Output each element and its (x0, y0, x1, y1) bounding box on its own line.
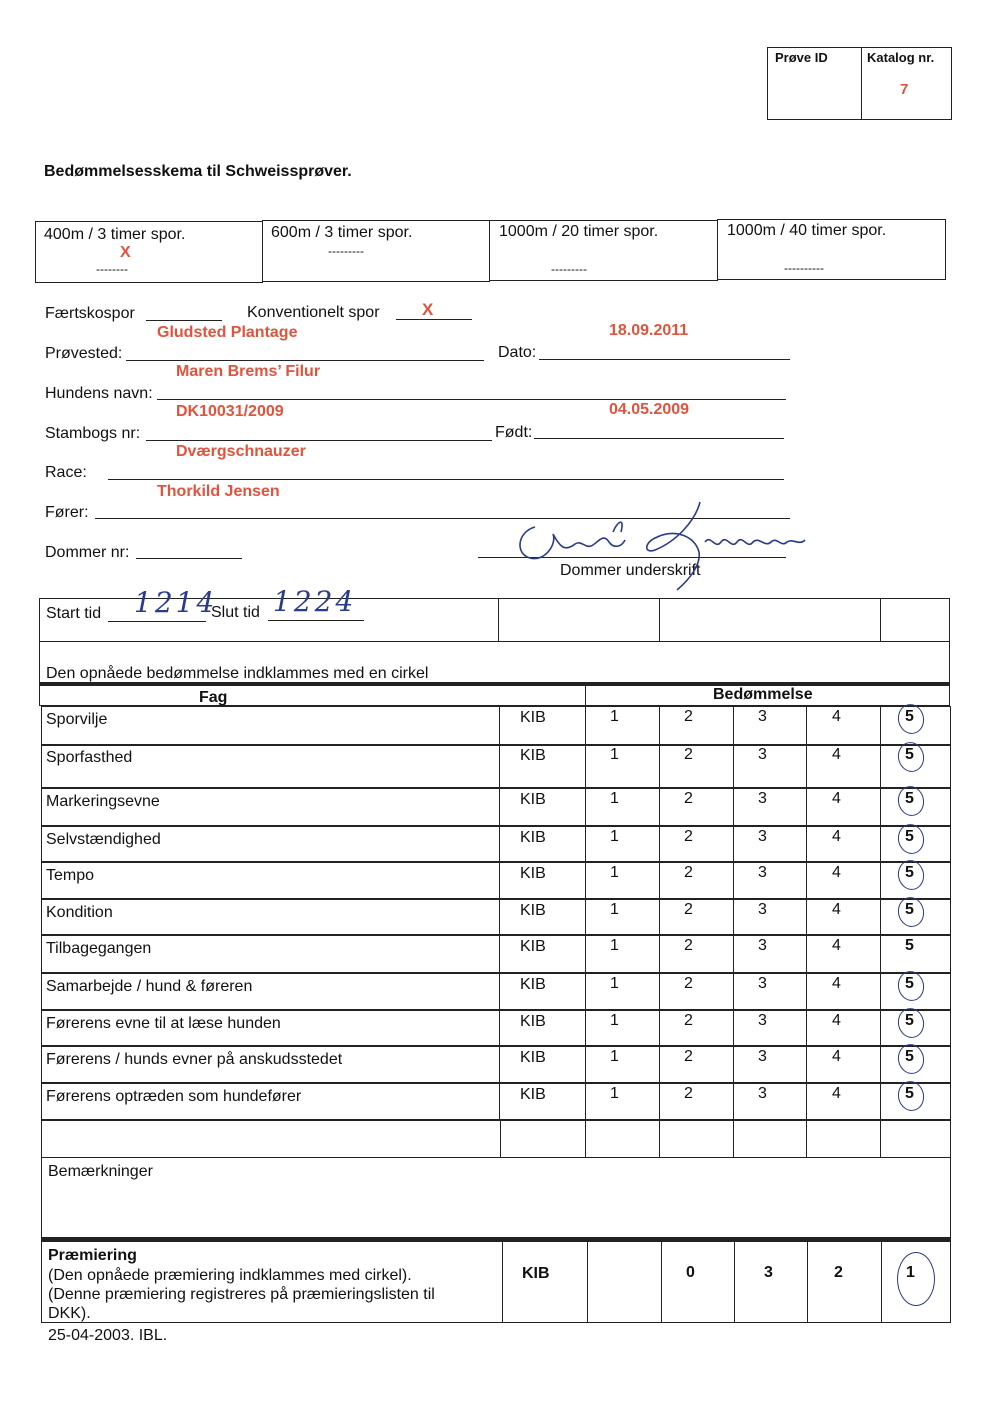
slut-tid-value: 1224 (273, 585, 357, 618)
score-option[interactable]: 3 (758, 937, 767, 954)
table-column-divider (659, 706, 660, 746)
stambogs-label: Stambogs nr: (45, 425, 141, 442)
grade-label: KIB (520, 1049, 546, 1066)
grade-label: KIB (520, 938, 546, 955)
hundens-navn-value: Maren Brems’ Filur (176, 363, 321, 380)
table-row (41, 826, 951, 862)
score-option[interactable]: 5 (905, 975, 914, 992)
table-column-divider (585, 826, 586, 862)
empty-row-divider (880, 1120, 881, 1158)
table-column-divider (806, 935, 807, 973)
table-column-divider (733, 744, 734, 788)
table-header-row (39, 685, 950, 706)
fag-label: Sporfasthed (46, 749, 133, 766)
table-column-divider (499, 788, 500, 826)
bedommelse-header: Bedømmelse (713, 686, 813, 703)
table-column-divider (659, 788, 660, 826)
table-column-divider (880, 935, 881, 973)
score-option[interactable]: 2 (684, 790, 693, 807)
score-option[interactable]: 4 (832, 937, 841, 954)
fag-label: Førerens / hunds evner på anskudsstedet (46, 1051, 343, 1068)
table-column-divider (733, 862, 734, 899)
score-option[interactable]: 1 (610, 828, 619, 845)
slut-tid-label: Slut tid (211, 604, 260, 621)
dommer-nr-label: Dommer nr: (45, 544, 130, 561)
empty-row (41, 1120, 951, 1158)
score-option[interactable]: 1 (610, 1085, 619, 1102)
track-type-dashes: --------- (551, 262, 587, 276)
dato-value: 18.09.2011 (609, 322, 689, 339)
grade-label: KIB (520, 829, 546, 846)
score-option[interactable]: 5 (905, 864, 914, 881)
premiering-line: (Den opnåede præmiering indklammes med cirkel). (48, 1267, 412, 1284)
fag-header: Fag (199, 689, 228, 706)
grade-label: KIB (520, 1013, 546, 1030)
table-column-divider (880, 1010, 881, 1046)
table-column-divider (806, 1083, 807, 1120)
remarks-box (41, 1157, 951, 1238)
table-column-divider (733, 826, 734, 862)
score-option[interactable]: 2 (684, 708, 693, 725)
table-column-divider (806, 1010, 807, 1046)
fodt-line (534, 438, 784, 439)
score-option[interactable]: 5 (905, 746, 914, 763)
score-option[interactable]: 4 (832, 708, 841, 725)
score-option[interactable]: 1 (610, 864, 619, 881)
provested-value: Gludsted Plantage (157, 324, 298, 341)
grade-label: KIB (520, 747, 546, 764)
table-column-divider (733, 1083, 734, 1120)
table-column-divider (499, 935, 500, 973)
table-column-divider (585, 899, 586, 935)
table-column-divider (499, 899, 500, 935)
grade-label: KIB (520, 709, 546, 726)
table-column-divider (733, 935, 734, 973)
score-option[interactable]: 2 (684, 864, 693, 881)
table-column-divider (880, 788, 881, 826)
premiering-circle (897, 1252, 935, 1306)
fag-label: Samarbejde / hund & føreren (46, 978, 253, 995)
fodt-label: Født: (495, 424, 533, 441)
table-column-divider (659, 862, 660, 899)
grade-label: KIB (520, 1086, 546, 1103)
score-option[interactable]: 5 (905, 937, 914, 954)
hundens-navn-line (157, 399, 786, 400)
score-option[interactable]: 5 (905, 1048, 914, 1065)
score-option[interactable]: 3 (758, 708, 767, 725)
score-option[interactable]: 2 (684, 901, 693, 918)
premiering-value: 3 (764, 1264, 773, 1281)
premiering-divider (881, 1241, 882, 1323)
table-column-divider (499, 706, 500, 746)
table-column-divider (806, 1046, 807, 1083)
prove-id-label: Prøve ID (775, 50, 828, 65)
table-row (41, 744, 951, 788)
time-row-divider (659, 598, 660, 642)
fag-label: Selvstændighed (46, 831, 161, 848)
fag-label: Førerens evne til at læse hunden (46, 1015, 281, 1032)
grade-label: KIB (520, 976, 546, 993)
score-option[interactable]: 4 (832, 790, 841, 807)
score-option[interactable]: 4 (832, 901, 841, 918)
empty-row-divider (659, 1120, 660, 1158)
score-option[interactable]: 4 (832, 1048, 841, 1065)
score-option[interactable]: 1 (610, 937, 619, 954)
score-option[interactable]: 4 (832, 864, 841, 881)
score-option[interactable]: 5 (905, 1085, 914, 1102)
table-column-divider (585, 1083, 586, 1120)
page-title: Bedømmelsesskema til Schweissprøver. (44, 163, 352, 180)
table-column-divider (659, 1046, 660, 1083)
table-column-divider (585, 935, 586, 973)
table-column-divider (880, 826, 881, 862)
table-column-divider (659, 744, 660, 788)
time-row-divider (880, 598, 881, 642)
table-column-divider (880, 899, 881, 935)
score-option[interactable]: 3 (758, 746, 767, 763)
table-column-divider (659, 1010, 660, 1046)
katalog-value: 7 (900, 81, 909, 98)
race-label: Race: (45, 464, 87, 481)
konventionelt-mark: X (422, 300, 434, 319)
slut-tid-line (268, 620, 364, 621)
empty-row-divider (733, 1120, 734, 1158)
score-option[interactable]: 2 (684, 937, 693, 954)
premiering-divider (587, 1241, 588, 1323)
table-column-divider (659, 1083, 660, 1120)
score-option[interactable]: 4 (832, 975, 841, 992)
premiering-line: DKK). (48, 1305, 91, 1322)
score-option[interactable]: 2 (684, 828, 693, 845)
forer-value: Thorkild Jensen (157, 483, 280, 500)
table-column-divider (499, 862, 500, 899)
dommer-underskrift-label: Dommer underskrift (560, 562, 701, 579)
score-option[interactable]: 3 (758, 1048, 767, 1065)
id-box-divider (861, 47, 862, 120)
score-option[interactable]: 1 (610, 708, 619, 725)
premiering-divider (661, 1241, 662, 1323)
fag-label: Kondition (46, 904, 113, 921)
table-column-divider (659, 899, 660, 935)
faertskospor-label: Færtskospor (45, 305, 135, 322)
track-type-dashes: --------- (328, 244, 364, 258)
premiering-divider (502, 1241, 503, 1323)
premiering-value: 2 (834, 1264, 843, 1281)
race-line (108, 479, 784, 480)
hundens-navn-label: Hundens navn: (45, 385, 153, 402)
table-row (41, 899, 951, 935)
table-column-divider (585, 973, 586, 1010)
dato-label: Dato: (498, 344, 537, 361)
start-tid-label: Start tid (46, 605, 102, 622)
track-type-label: 400m / 3 timer spor. (44, 226, 186, 243)
table-column-divider (733, 788, 734, 826)
premiering-divider (807, 1241, 808, 1323)
premiering-divider (734, 1241, 735, 1323)
table-column-divider (585, 788, 586, 826)
table-column-divider (880, 862, 881, 899)
premiering-value: 0 (686, 1264, 695, 1281)
footer-text: 25-04-2003. IBL. (48, 1327, 168, 1344)
race-value: Dværgschnauzer (176, 443, 306, 460)
score-option[interactable]: 1 (610, 901, 619, 918)
premiering-grade: KIB (522, 1265, 550, 1282)
table-column-divider (585, 1010, 586, 1046)
table-column-divider (585, 862, 586, 899)
table-column-divider (499, 1046, 500, 1083)
table-column-divider (659, 826, 660, 862)
table-column-divider (733, 1010, 734, 1046)
score-option[interactable]: 3 (758, 1012, 767, 1029)
fag-label: Førerens optræden som hundefører (46, 1088, 302, 1105)
konventionelt-line (396, 319, 472, 320)
score-option[interactable]: 4 (832, 1085, 841, 1102)
score-option[interactable]: 1 (610, 1012, 619, 1029)
judge-signature (505, 492, 815, 592)
score-option[interactable]: 2 (684, 975, 693, 992)
fag-label: Sporvilje (46, 711, 108, 728)
track-type-dashes: ---------- (784, 261, 824, 275)
score-option[interactable]: 3 (758, 828, 767, 845)
table-column-divider (880, 744, 881, 788)
score-option[interactable]: 1 (610, 975, 619, 992)
grade-label: KIB (520, 902, 546, 919)
track-type-label: 1000m / 20 timer spor. (499, 223, 659, 240)
table-column-divider (806, 826, 807, 862)
table-column-divider (806, 862, 807, 899)
dommer-nr-line (136, 558, 242, 559)
score-option[interactable]: 5 (905, 901, 914, 918)
fodt-value: 04.05.2009 (609, 401, 690, 418)
table-column-divider (806, 744, 807, 788)
table-column-divider (499, 826, 500, 862)
track-type-mark: X (120, 244, 131, 261)
score-option[interactable]: 3 (758, 1085, 767, 1102)
table-column-divider (585, 1046, 586, 1083)
score-option[interactable]: 2 (684, 746, 693, 763)
table-column-divider (806, 973, 807, 1010)
dato-line (539, 359, 790, 360)
table-column-divider (499, 973, 500, 1010)
score-option[interactable]: 4 (832, 1012, 841, 1029)
stambogs-line (146, 440, 492, 441)
table-row (41, 706, 951, 746)
score-option[interactable]: 5 (905, 708, 914, 725)
grade-label: KIB (520, 865, 546, 882)
score-option[interactable]: 5 (905, 828, 914, 845)
table-column-divider (585, 706, 586, 746)
table-column-divider (880, 973, 881, 1010)
table-column-divider (733, 706, 734, 746)
konventionelt-label: Konventionelt spor (247, 304, 380, 321)
table-column-divider (880, 706, 881, 746)
faertskospor-line (146, 320, 222, 321)
provested-line (126, 360, 484, 361)
fag-label: Markeringsevne (46, 793, 160, 810)
track-type-label: 1000m / 40 timer spor. (727, 222, 887, 239)
table-row (41, 935, 951, 973)
table-column-divider (880, 1083, 881, 1120)
score-option[interactable]: 3 (758, 975, 767, 992)
fag-label: Tilbagegangen (46, 940, 152, 957)
table-column-divider (733, 899, 734, 935)
start-tid-line (108, 621, 206, 622)
table-column-divider (499, 1083, 500, 1120)
forer-label: Fører: (45, 504, 89, 521)
time-row-divider (498, 598, 499, 642)
table-row (41, 862, 951, 899)
score-option[interactable]: 1 (610, 746, 619, 763)
premiering-line: (Denne præmiering registreres på præmieringslisten til (48, 1286, 435, 1303)
empty-row-divider (806, 1120, 807, 1158)
score-option[interactable]: 5 (905, 1012, 914, 1029)
remarks-label: Bemærkninger (48, 1163, 153, 1180)
table-column-divider (806, 706, 807, 746)
grade-label: KIB (520, 791, 546, 808)
table-column-divider (806, 788, 807, 826)
katalog-label: Katalog nr. (867, 50, 935, 65)
score-option[interactable]: 2 (684, 1048, 693, 1065)
table-column-divider (499, 744, 500, 788)
score-option[interactable]: 1 (610, 790, 619, 807)
table-column-divider (806, 899, 807, 935)
stambogs-value: DK10031/2009 (176, 403, 284, 420)
score-option[interactable]: 3 (758, 790, 767, 807)
score-option[interactable]: 3 (758, 864, 767, 881)
score-option[interactable]: 3 (758, 901, 767, 918)
premiering-title: Præmiering (48, 1247, 137, 1264)
score-option[interactable]: 4 (832, 746, 841, 763)
table-column-divider (880, 1046, 881, 1083)
table-column-divider (499, 1010, 500, 1046)
track-type-label: 600m / 3 timer spor. (271, 224, 413, 241)
start-tid-value: 1214 (134, 586, 218, 619)
header-divider (585, 685, 586, 706)
table-column-divider (659, 973, 660, 1010)
fag-label: Tempo (46, 867, 95, 884)
score-option[interactable]: 5 (905, 790, 914, 807)
instruction-text: Den opnåede bedømmelse indklammes med en cirkel (46, 665, 429, 682)
score-option[interactable]: 2 (684, 1085, 693, 1102)
empty-row-divider (500, 1120, 501, 1158)
empty-row-divider (585, 1120, 586, 1158)
track-type-dashes: -------- (96, 262, 128, 276)
premiering-value: 1 (906, 1264, 915, 1281)
table-column-divider (733, 1046, 734, 1083)
table-column-divider (659, 935, 660, 973)
score-option[interactable]: 4 (832, 828, 841, 845)
table-column-divider (585, 744, 586, 788)
score-option[interactable]: 1 (610, 1048, 619, 1065)
table-row (41, 788, 951, 826)
table-column-divider (733, 973, 734, 1010)
score-option[interactable]: 2 (684, 1012, 693, 1029)
provested-label: Prøvested: (45, 345, 123, 362)
